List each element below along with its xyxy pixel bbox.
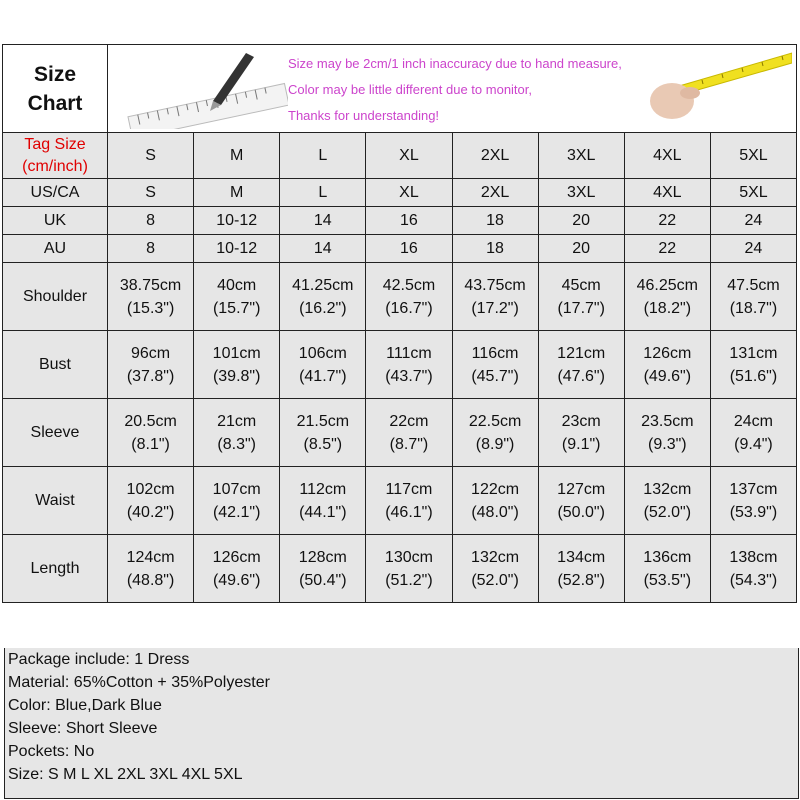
tag-size-label-line-2: (cm/inch) <box>22 157 88 175</box>
measurement-cm: 138cm <box>729 548 778 566</box>
measurement-inch: (45.7") <box>471 367 519 385</box>
row-label: AU <box>3 235 108 263</box>
measurement-inch: (53.5") <box>643 571 692 589</box>
measurement-cm: 24cm <box>733 412 773 430</box>
tag-size-cell: L <box>280 133 366 179</box>
tag-size-cell: XL <box>366 133 452 179</box>
measurement-inch: (50.4") <box>299 571 347 589</box>
product-details <box>4 648 799 799</box>
measurement-cm: 102cm <box>126 480 175 498</box>
banner <box>108 45 797 133</box>
measurement-inch: (8.1") <box>131 435 170 453</box>
conversion-row <box>3 235 797 263</box>
measurement-cm: 121cm <box>557 344 606 362</box>
measurement-cell <box>108 331 194 399</box>
measurement-cm: 23cm <box>561 412 601 430</box>
conversion-cell: 14 <box>280 207 366 235</box>
conversion-cell: 22 <box>624 235 710 263</box>
tag-size-row <box>3 133 797 179</box>
measurement-inch: (15.3") <box>126 299 175 317</box>
measurement-cm: 127cm <box>557 480 606 498</box>
measurement-cm: 137cm <box>729 480 778 498</box>
measurement-cm: 132cm <box>471 548 520 566</box>
measurement-cm: 131cm <box>729 344 778 362</box>
measurement-cm: 22.5cm <box>468 412 522 430</box>
measurement-inch: (51.6") <box>729 367 778 385</box>
measurement-cell <box>452 467 538 535</box>
conversion-cell: M <box>194 179 280 207</box>
measurement-inch: (52.8") <box>557 571 605 589</box>
tag-size-cell: 2XL <box>452 133 538 179</box>
tag-size-cell: 4XL <box>624 133 710 179</box>
row-label: US/CA <box>3 179 108 207</box>
conversion-cell: 24 <box>710 207 796 235</box>
conversion-cell: 8 <box>108 207 194 235</box>
measurement-cm: 20.5cm <box>124 412 177 430</box>
row-label: UK <box>3 207 108 235</box>
conversion-cell: 2XL <box>452 179 538 207</box>
measurement-inch: (51.2") <box>385 571 433 589</box>
measurement-cell <box>194 467 280 535</box>
measurement-cell <box>624 399 710 467</box>
detail-material: Material: 65%Cotton + 35%Polyester <box>8 674 270 691</box>
measurement-cell <box>538 263 624 331</box>
title-line-2: Chart <box>27 91 83 115</box>
measurement-inch: (44.1") <box>299 503 347 521</box>
row-label: Length <box>3 535 108 603</box>
conversion-cell: 18 <box>452 207 538 235</box>
conversion-cell: 22 <box>624 207 710 235</box>
measurement-cm: 112cm <box>299 480 347 498</box>
measurement-cell <box>108 263 194 331</box>
measurement-cm: 126cm <box>212 548 261 566</box>
measurement-inch: (43.7") <box>385 367 433 385</box>
measurement-cm: 106cm <box>298 344 347 362</box>
conversion-cell: 3XL <box>538 179 624 207</box>
conversion-cell: 10-12 <box>194 207 280 235</box>
measurement-cm: 128cm <box>298 548 347 566</box>
row-label: Sleeve <box>3 399 108 467</box>
measurement-cm: 41.25cm <box>292 276 354 294</box>
measurement-cm: 46.25cm <box>636 276 698 294</box>
measurement-cm: 132cm <box>643 480 692 498</box>
measurement-cell <box>710 263 796 331</box>
measurement-cm: 126cm <box>643 344 692 362</box>
measurement-row <box>3 331 797 399</box>
measurement-inch: (37.8") <box>126 367 175 385</box>
measurement-inch: (47.6") <box>557 367 605 385</box>
measurement-cell <box>108 399 194 467</box>
measurement-inch: (9.4") <box>734 435 773 453</box>
measurement-cell <box>452 399 538 467</box>
measurement-inch: (16.7") <box>385 299 433 317</box>
measurement-cm: 117cm <box>385 480 433 498</box>
conversion-cell: 20 <box>538 207 624 235</box>
conversion-cell: 16 <box>366 235 452 263</box>
measurement-row <box>3 399 797 467</box>
measurement-cm: 124cm <box>126 548 175 566</box>
measurement-inch: (16.2") <box>299 299 347 317</box>
measurement-inch: (8.3") <box>217 435 256 453</box>
row-label: Waist <box>3 467 108 535</box>
measurement-cell <box>710 331 796 399</box>
row-label: Shoulder <box>3 263 108 331</box>
measurement-cell <box>538 331 624 399</box>
measurement-cm: 47.5cm <box>727 276 780 294</box>
tag-size-cell: 3XL <box>538 133 624 179</box>
row-label: Bust <box>3 331 108 399</box>
tag-size-cell: M <box>194 133 280 179</box>
measurement-cell <box>452 331 538 399</box>
tag-size-cell: 5XL <box>710 133 796 179</box>
measurement-cell <box>538 467 624 535</box>
measurement-inch: (39.8") <box>212 367 261 385</box>
measurement-cell <box>624 331 710 399</box>
detail-sizes: Size: S M L XL 2XL 3XL 4XL 5XL <box>8 766 243 783</box>
measurement-inch: (50.0") <box>557 503 605 521</box>
size-chart-title <box>3 45 108 133</box>
measurement-cell <box>366 331 452 399</box>
measurement-inch: (49.6") <box>643 367 692 385</box>
disclaimer-notes <box>288 51 622 129</box>
measurement-cm: 130cm <box>384 548 433 566</box>
measurement-inch: (52.0") <box>643 503 692 521</box>
conversion-cell: 14 <box>280 235 366 263</box>
measurement-inch: (41.7") <box>299 367 347 385</box>
measurement-cell <box>366 399 452 467</box>
measurement-inch: (40.2") <box>126 503 175 521</box>
measurement-cell <box>280 399 366 467</box>
measurement-cell <box>538 535 624 603</box>
measurement-cell <box>366 263 452 331</box>
conversion-row <box>3 179 797 207</box>
detail-color: Color: Blue,Dark Blue <box>8 697 162 714</box>
measurement-cm: 134cm <box>557 548 606 566</box>
measurement-cm: 122cm <box>471 480 520 498</box>
measurement-cm: 21cm <box>217 412 257 430</box>
measurement-inch: (52.0") <box>471 571 519 589</box>
measurement-cell <box>624 263 710 331</box>
measurement-cm: 42.5cm <box>382 276 436 294</box>
measurement-inch: (18.2") <box>643 299 692 317</box>
measurement-row <box>3 263 797 331</box>
measurement-inch: (8.7") <box>389 435 429 453</box>
measurement-inch: (53.9") <box>729 503 778 521</box>
conversion-row <box>3 207 797 235</box>
measurement-cm: 22cm <box>389 412 429 430</box>
tag-size-label-line-1: Tag Size <box>24 135 86 153</box>
measurement-inch: (8.9") <box>475 435 515 453</box>
measurement-inch: (48.8") <box>126 571 175 589</box>
measurement-inch: (42.1") <box>212 503 261 521</box>
measurement-cm: 116cm <box>471 344 519 362</box>
measurement-cell <box>194 263 280 331</box>
hand-tape-measure-icon <box>642 51 792 125</box>
measurement-row <box>3 535 797 603</box>
measurement-cell <box>194 535 280 603</box>
title-line-1: Size <box>33 62 77 86</box>
measurement-inch: (48.0") <box>471 503 519 521</box>
measurement-cell <box>366 467 452 535</box>
measurement-cell <box>280 467 366 535</box>
conversion-cell: 16 <box>366 207 452 235</box>
conversion-cell: 8 <box>108 235 194 263</box>
detail-sleeve: Sleeve: Short Sleeve <box>8 720 158 737</box>
measurement-cm: 45cm <box>561 276 601 294</box>
measurement-cm: 40cm <box>217 276 257 294</box>
measurement-inch: (8.5") <box>303 435 343 453</box>
measurement-cm: 38.75cm <box>119 276 182 294</box>
measurement-cell <box>280 535 366 603</box>
conversion-cell: 20 <box>538 235 624 263</box>
measurement-cm: 43.75cm <box>464 276 526 294</box>
measurement-inch: (18.7") <box>729 299 778 317</box>
measurement-cell <box>194 331 280 399</box>
measurement-cell <box>538 399 624 467</box>
pencil-ruler-icon <box>118 49 288 129</box>
measurement-cell <box>280 331 366 399</box>
note-accuracy: Size may be 2cm/1 inch inaccuracy due to hand measure, <box>288 56 622 71</box>
measurement-cm: 21.5cm <box>296 412 350 430</box>
header-row <box>3 45 797 133</box>
measurement-inch: (17.2") <box>471 299 519 317</box>
measurement-inch: (9.1") <box>561 435 601 453</box>
conversion-cell: 24 <box>710 235 796 263</box>
conversion-cell: 10-12 <box>194 235 280 263</box>
measurement-inch: (54.3") <box>729 571 778 589</box>
size-chart <box>2 44 797 783</box>
measurement-cell <box>624 535 710 603</box>
note-color: Color may be little different due to monitor, <box>288 82 532 97</box>
conversion-cell: 18 <box>452 235 538 263</box>
measurement-cell <box>452 535 538 603</box>
measurement-inch: (15.7") <box>212 299 261 317</box>
conversion-cell: XL <box>366 179 452 207</box>
measurement-inch: (17.7") <box>557 299 605 317</box>
measurement-cell <box>710 535 796 603</box>
conversion-cell: 4XL <box>624 179 710 207</box>
measurement-cm: 101cm <box>212 344 261 362</box>
measurement-cell <box>710 467 796 535</box>
measurement-cell <box>280 263 366 331</box>
tag-size-label <box>3 133 108 179</box>
measurement-cell <box>624 467 710 535</box>
measurement-inch: (49.6") <box>212 571 261 589</box>
measurement-row <box>3 467 797 535</box>
conversion-cell: S <box>108 179 194 207</box>
tag-size-cell: S <box>108 133 194 179</box>
measurement-cm: 107cm <box>212 480 261 498</box>
measurement-cm: 136cm <box>643 548 692 566</box>
measurement-cell <box>366 535 452 603</box>
measurement-cell <box>108 535 194 603</box>
measurement-cm: 96cm <box>131 344 171 362</box>
measurement-inch: (9.3") <box>648 435 687 453</box>
measurement-cell <box>452 263 538 331</box>
conversion-cell: 5XL <box>710 179 796 207</box>
measurement-cell <box>194 399 280 467</box>
conversion-cell: L <box>280 179 366 207</box>
measurement-cell <box>710 399 796 467</box>
measurement-cm: 23.5cm <box>641 412 694 430</box>
note-thanks: Thanks for understanding! <box>288 108 440 123</box>
size-table <box>2 44 797 603</box>
measurement-cm: 111cm <box>386 344 432 362</box>
detail-pockets: Pockets: No <box>8 743 95 760</box>
detail-package: Package include: 1 Dress <box>8 651 190 668</box>
measurement-cell <box>108 467 194 535</box>
measurement-inch: (46.1") <box>385 503 433 521</box>
